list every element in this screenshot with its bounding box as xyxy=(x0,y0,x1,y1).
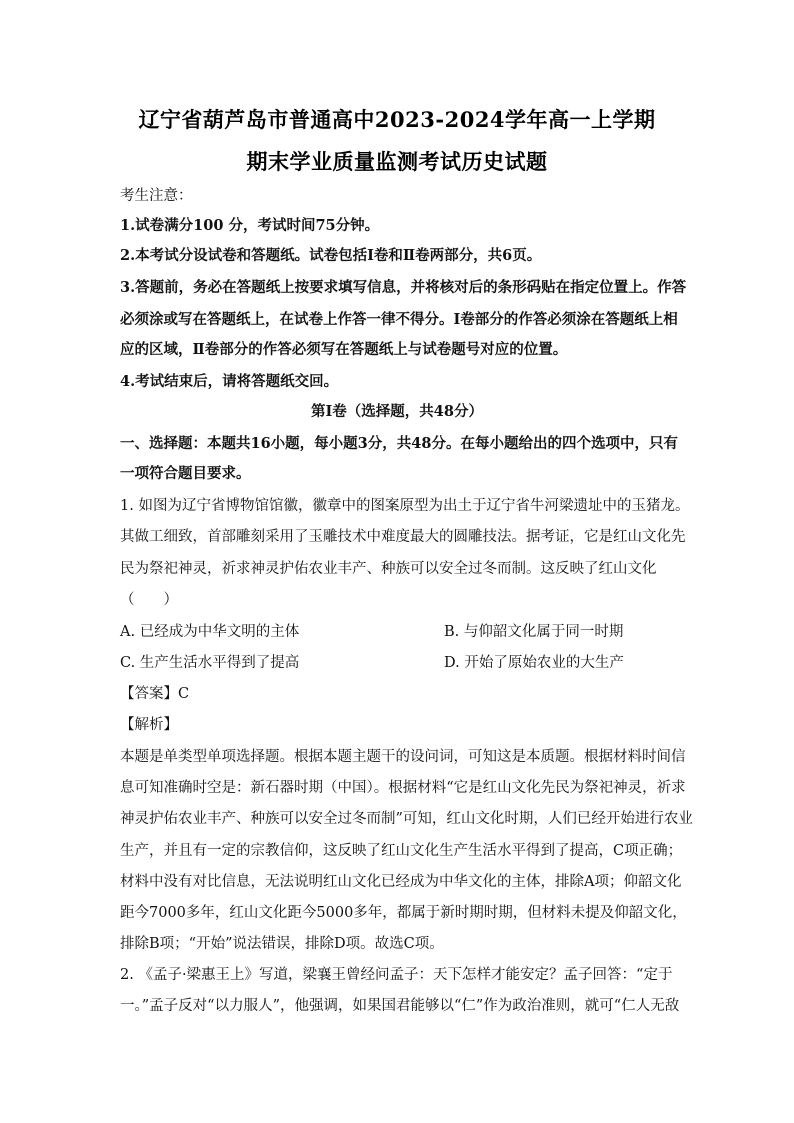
notice-line: 必须涂或写在答题纸上，在试卷上作答一律不得分。Ⅰ卷部分的作答必须涂在答题纸上相 xyxy=(120,311,678,328)
question-1-stem-line: （ ） xyxy=(120,592,178,608)
question-1-option-c: C. 生产生活水平得到了提高 xyxy=(120,655,300,671)
instruction-line: 一、选择题：本题共16小题，每小题3分，共48分。在每小题给出的四个选项中，只有 xyxy=(120,435,678,452)
notice-line: 4.考试结束后，请将答题纸交回。 xyxy=(120,373,339,390)
question-1-stem-line: 其做工细致，首部雕刻采用了玉雕技术中难度最大的圆雕技法。据考证，它是红山文化先 xyxy=(120,529,686,545)
question-1-option-b: B. 与仰韶文化属于同一时期 xyxy=(444,624,624,640)
question-1-analysis-heading: 【解析】 xyxy=(120,717,178,733)
question-1-option-d: D. 开始了原始农业的大生产 xyxy=(444,655,624,671)
notice-line: 2.本考试分设试卷和答题纸。试卷包括Ⅰ卷和Ⅱ卷两部分，共6页。 xyxy=(120,247,542,264)
section-title: 第Ⅰ卷（选择题，共48分） xyxy=(311,403,483,420)
question-1-answer: 【答案】C xyxy=(120,686,190,702)
question-2-stem-line: 一。”孟子反对“以力服人”，他强调，如果国君能够以“仁”作为政治准则，就可“仁人无敌 xyxy=(120,998,680,1014)
question-1-stem-line: 民为祭祀神灵，祈求神灵护佑农业丰产、种族可以安全过冬而制。这反映了红山文化 xyxy=(120,561,657,577)
question-1-analysis-line: 生产，并且有一定的宗教信仰，这反映了红山文化生产生活水平得到了提高，C项正确； xyxy=(120,843,683,859)
notice-line: 1.试卷满分100 分，考试时间75分钟。 xyxy=(120,217,380,234)
question-1-analysis-line: 材料中没有对比信息，无法说明红山文化已经成为中华文化的主体，排除A项；仰韶文化 xyxy=(120,874,682,890)
question-1-option-a: A. 已经成为中华文明的主体 xyxy=(120,624,300,640)
question-1-analysis-line: 本题是单类型单项选择题。根据本题主题干的设问词，可知这是本质题。根据材料时间信 xyxy=(120,749,686,765)
notice-line: 应的区域，Ⅱ卷部分的作答必须写在答题纸上与试卷题号对应的位置。 xyxy=(120,341,568,358)
notice-line: 3.答题前，务必在答题纸上按要求填写信息，并将核对后的条形码贴在指定位置上。作答 xyxy=(120,279,687,296)
question-1-analysis-line: 神灵护佑农业丰产、种族可以安全过冬而制”可知，红山文化时期，人们已经开始进行农业 xyxy=(120,811,693,827)
question-2-stem-line: 2. 《孟子·梁惠王上》写道，梁襄王曾经问孟子：天下怎样才能安定？孟子回答：“定于 xyxy=(120,967,673,983)
instruction-line: 一项符合题目要求。 xyxy=(120,465,251,482)
question-1-analysis-line: 距今7000多年，红山文化距今5000多年，都属于新时期时期，但材料未提及仰韶文化， xyxy=(120,905,687,921)
question-1-analysis-line: 排除B项；“开始”说法错误，排除D项。故选C项。 xyxy=(120,936,444,952)
question-1-analysis-line: 息可知准确时空是：新石器时期（中国）。根据材料“它是红山文化先民为祭祀神灵，祈求 xyxy=(120,780,686,796)
document-title-line2: 期末学业质量监测考试历史试题 xyxy=(246,149,548,174)
document-title-line1: 辽宁省葫芦岛市普通高中2023-2024学年高一上学期 xyxy=(138,107,656,132)
question-1-stem-line: 1. 如图为辽宁省博物馆馆徽，徽章中的图案原型为出土于辽宁省牛河梁遗址中的玉猪龙。 xyxy=(120,498,690,514)
notice-heading: 考生注意： xyxy=(120,188,193,204)
